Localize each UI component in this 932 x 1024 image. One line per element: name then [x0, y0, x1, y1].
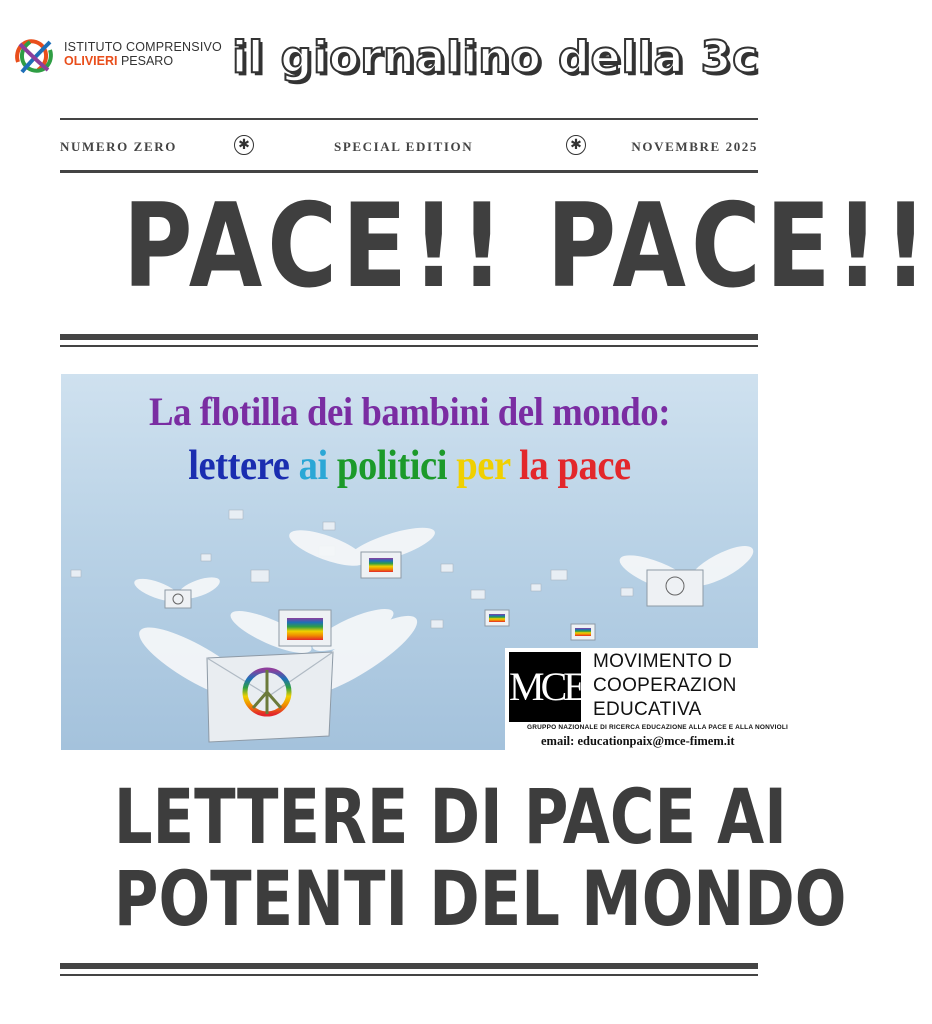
asterisk-circle-icon: ✱: [566, 135, 586, 155]
mce-name-line: COOPERAZION: [593, 675, 737, 696]
article-headline-line-2: POTENTI DEL MONDO: [113, 854, 847, 943]
school-line-2: [64, 54, 222, 68]
headline-rule-thick: [60, 334, 758, 340]
mce-logo: MCE: [509, 652, 581, 722]
school-line-1: ISTITUTO COMPRENSIVO: [64, 40, 222, 54]
main-headline-text: PACE!! PACE!!: [122, 179, 932, 314]
image-title-word: politici: [336, 443, 448, 489]
mce-email: email: educationpaix@mce-fimem.it: [541, 734, 735, 748]
image-title-line-2: [89, 442, 730, 490]
edition-date: NOVEMBRE 2025: [631, 139, 758, 154]
edition-bar: [60, 134, 758, 160]
school-name-bold: OLIVIERI: [64, 54, 118, 68]
flotilla-image: [61, 374, 789, 750]
mce-credit-box: [505, 648, 789, 750]
image-title-word: lettere: [188, 443, 290, 489]
image-title-word: la: [519, 443, 549, 489]
headline-rule-thin: [60, 345, 758, 347]
edition-number: NUMERO ZERO: [60, 139, 177, 154]
article-headline-line-1: LETTERE DI PACE AI: [113, 772, 787, 861]
image-title-word: pace: [557, 443, 631, 489]
image-title-word: ai: [298, 443, 328, 489]
bottom-rule-thin: [60, 974, 758, 976]
newspaper-name: il giornalino della 3c: [232, 32, 760, 83]
article-headline: [40, 772, 847, 943]
mce-subtitle: GRUPPO NAZIONALE DI RICERCA EDUCAZIONE ALLA PACE E ALLA NONVIOLI: [527, 724, 789, 731]
asterisk-circle-icon: ✱: [234, 135, 254, 155]
school-city: PESARO: [117, 54, 174, 68]
bottom-rule-thick: [60, 963, 758, 969]
image-title-line-1: La flotilla dei bambini del mondo:: [148, 389, 671, 434]
main-headline: [122, 172, 932, 322]
top-rule: [60, 118, 758, 120]
mce-name-line: MOVIMENTO D: [593, 651, 733, 672]
mce-name-line: EDUCATIVA: [593, 699, 702, 720]
school-ribbon-logo-icon: [10, 32, 58, 80]
edition-type: SPECIAL EDITION: [334, 139, 474, 154]
image-title-word: per: [456, 443, 510, 489]
school-name: [64, 40, 222, 68]
mce-name: [593, 650, 761, 722]
